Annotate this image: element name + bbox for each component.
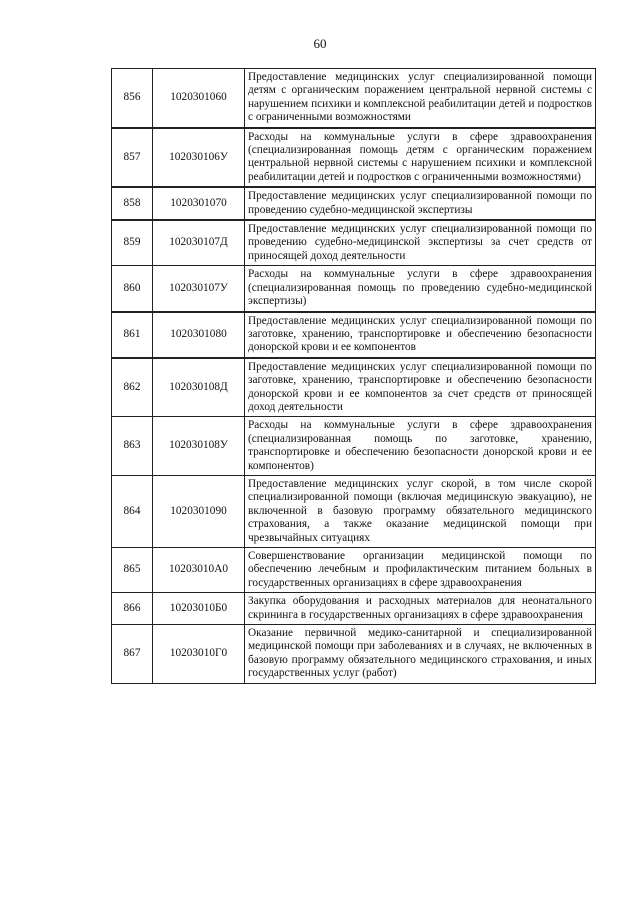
row-description: Расходы на коммунальные услуги в сфере здравоохранения (специализированная помощь по заготовке, хранению, транспортировке и обеспечению безопасности донорской крови и ее компонентов) — [245, 417, 596, 476]
row-number: 860 — [112, 266, 153, 312]
row-number: 862 — [112, 358, 153, 417]
row-number: 859 — [112, 220, 153, 266]
table-row — [112, 187, 596, 220]
row-description: Оказание первичной медико-санитарной и специализированной медицинской помощи при заболеваниях и в случаях, не включенных в базовую программу обязательного медицинского страхования, и иных государственных услуг (работ) — [245, 625, 596, 684]
table-row — [112, 220, 596, 266]
row-number: 861 — [112, 312, 153, 358]
table-row — [112, 128, 596, 188]
table-row — [112, 266, 596, 312]
row-description: Предоставление медицинских услуг специализированной помощи по проведению судебно-медицинской экспертизы за счет средств от приносящей доход деятельности — [245, 220, 596, 266]
row-number: 867 — [112, 625, 153, 684]
row-code: 102030108Д — [153, 358, 245, 417]
row-code: 10203010Г0 — [153, 625, 245, 684]
row-code: 102030107Д — [153, 220, 245, 266]
table-row — [112, 548, 596, 593]
table-row — [112, 312, 596, 358]
row-number: 858 — [112, 187, 153, 220]
table-row — [112, 475, 596, 547]
row-description: Предоставление медицинских услуг специализированной помощи по проведению судебно-медицинской экспертизы — [245, 187, 596, 220]
row-code: 10203010А0 — [153, 548, 245, 593]
table-row — [112, 69, 596, 128]
row-description: Расходы на коммунальные услуги в сфере здравоохранения (специализированная помощь по проведению судебно-медицинской экспертизы) — [245, 266, 596, 312]
row-description: Предоставление медицинских услуг специализированной помощи по заготовке, хранению, транспортировке и обеспечению безопасности донорской крови и ее компонентов — [245, 312, 596, 358]
row-number: 863 — [112, 417, 153, 476]
page-number: 60 — [313, 36, 327, 51]
row-number: 866 — [112, 593, 153, 625]
row-code: 1020301070 — [153, 187, 245, 220]
row-description: Закупка оборудования и расходных материалов для неонатального скрининга в государственных организациях в сфере здравоохранения — [245, 593, 596, 625]
row-description: Предоставление медицинских услуг специализированной помощи детям с органическим поражением центральной нервной системы с нарушением психики и комплексной реабилитации детей и подростков с ограниченными возможностями — [245, 69, 596, 128]
row-number: 857 — [112, 128, 153, 188]
row-code: 10203010Б0 — [153, 593, 245, 625]
table-row — [112, 625, 596, 684]
registry-table — [111, 68, 596, 684]
row-description: Предоставление медицинских услуг скорой, в том числе скорой специализированной помощи (включая медицинскую эвакуацию), не включенной в базовую программу обязательного медицинского страхования, а также оказание медицинской помощи при чрезвычайных ситуациях — [245, 475, 596, 547]
table-row — [112, 593, 596, 625]
row-code: 1020301090 — [153, 475, 245, 547]
row-description: Совершенствование организации медицинской помощи по обеспечению лечебным и профилактическим питанием больных в государственных организациях в сфере здравоохранения — [245, 548, 596, 593]
row-code: 102030108У — [153, 417, 245, 476]
row-number: 865 — [112, 548, 153, 593]
row-code: 1020301060 — [153, 69, 245, 128]
row-number: 864 — [112, 475, 153, 547]
row-description: Расходы на коммунальные услуги в сфере здравоохранения (специализированная помощь детям с органическим поражением центральной нервной системы с нарушением психики и комплексной реабилитации детей и подростков с ограниченными возможностями) — [245, 128, 596, 188]
row-code: 102030106У — [153, 128, 245, 188]
row-description: Предоставление медицинских услуг специализированной помощи по заготовке, хранению, транспортировке и обеспечению безопасности донорской крови и ее компонентов за счет средств от приносящей доход деятельности — [245, 358, 596, 417]
row-number: 856 — [112, 69, 153, 128]
table-row — [112, 358, 596, 417]
table-row — [112, 417, 596, 476]
row-code: 1020301080 — [153, 312, 245, 358]
row-code: 102030107У — [153, 266, 245, 312]
